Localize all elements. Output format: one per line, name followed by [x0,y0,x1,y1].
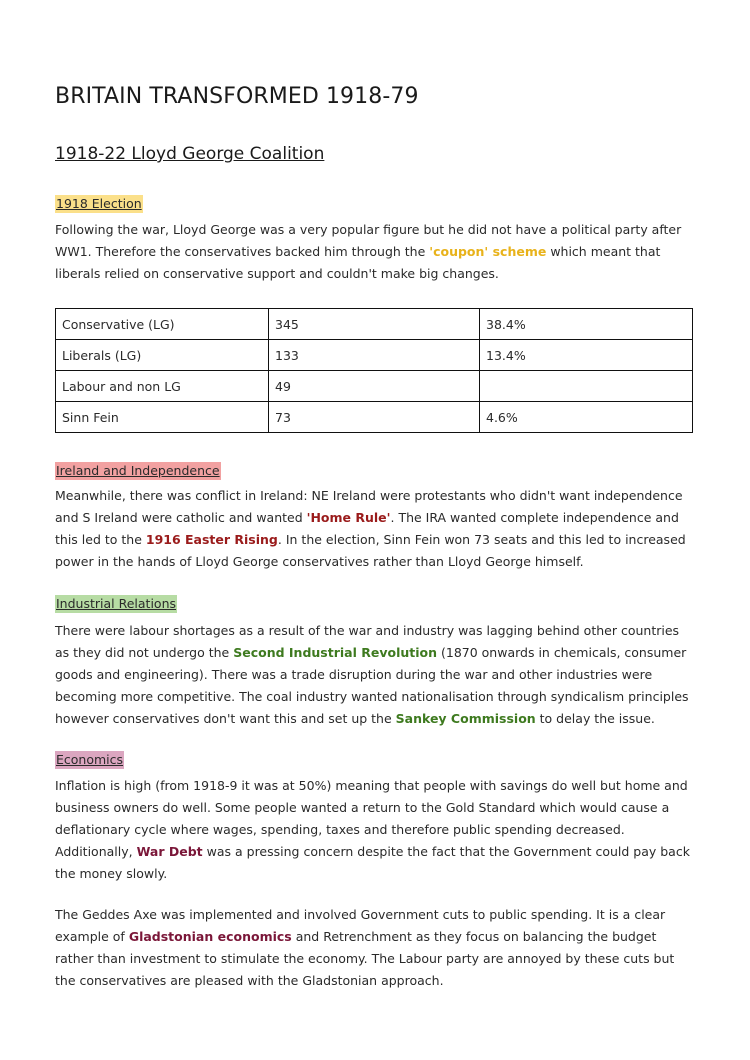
seats-cell: 133 [269,340,480,371]
table-row [56,309,693,340]
paragraph-text: (1870 onwards in chemicals, consumer goods and engineering). There was a trade disruption during the war and other industries were becoming more competitive. The coal industry wanted nationalisation through syndicalism principles however conservatives don't want this and set up the [55,645,689,726]
section-heading-ireland: Ireland and Independence [56,463,220,478]
party-cell: Liberals (LG) [56,340,269,371]
keyword-war-debt: War Debt [136,844,203,859]
party-cell: Sinn Fein [56,402,269,433]
seats-cell: 49 [269,371,480,402]
paragraph-election [55,219,695,285]
table-row [56,340,693,371]
paragraph-text: to delay the issue. [535,711,655,726]
election-results-table [55,308,693,433]
paragraph-text: Meanwhile, there was conflict in Ireland: NE Ireland were protestants who didn't want independence and S Ireland were catholic and wanted [55,488,683,525]
paragraph-economics-geddes [55,904,695,992]
section-heading-industrial: Industrial Relations [56,596,177,611]
section-heading-election: 1918 Election [56,196,142,211]
keyword-sankey-commission: Sankey Commission [395,711,536,726]
share-cell: 13.4% [480,340,693,371]
paragraph-ireland [55,485,695,573]
seats-cell: 345 [269,309,480,340]
table-row [56,371,693,402]
page-subtitle: 1918-22 Lloyd George Coalition [55,144,325,164]
keyword-gladstonian-economics: Gladstonian economics [128,929,292,944]
seats-cell: 73 [269,402,480,433]
paragraph-text: was a pressing concern despite the fact that the Government could pay back the money slowly. [55,844,690,881]
keyword-coupon-scheme: 'coupon' scheme [429,244,547,259]
paragraph-text: . The IRA wanted complete independence and this led to the [55,510,679,547]
section-heading-economics: Economics [56,752,124,767]
share-cell [480,371,693,402]
paragraph-text: . In the election, Sinn Fein won 73 seats and this led to increased power in the hands of Lloyd George conservatives rather than Lloyd George himself. [55,532,686,569]
keyword-easter-rising: 1916 Easter Rising [145,532,278,547]
table-row [56,402,693,433]
party-cell: Conservative (LG) [56,309,269,340]
paragraph-text: Following the war, Lloyd George was a very popular figure but he did not have a political party after WW1. Therefore the conservatives backed him through the [55,222,682,259]
paragraph-text: The Geddes Axe was implemented and involved Government cuts to public spending. It is a clear example of [55,907,666,944]
share-cell: 4.6% [480,402,693,433]
paragraph-industrial [55,620,695,730]
party-cell: Labour and non LG [56,371,269,402]
paragraph-text: There were labour shortages as a result of the war and industry was lagging behind other countries as they did not undergo the [55,623,680,660]
keyword-second-industrial-revolution: Second Industrial Revolution [233,645,438,660]
keyword-home-rule: 'Home Rule' [306,510,391,525]
page-title: BRITAIN TRANSFORMED 1918-79 [55,84,419,109]
paragraph-text: Inflation is high (from 1918-9 it was at 50%) meaning that people with savings do well but home and business owners do well. Some people wanted a return to the Gold Standard which would cause a deflationary cycle where wages, spending, taxes and therefore public spending decreased. Additionally, [55,778,688,859]
paragraph-text: and Retrenchment as they focus on balancing the budget rather than investment to stimulate the economy. The Labour party are annoyed by these cuts but the conservatives are pleased with the Gladstonian approach. [55,929,675,988]
paragraph-text: which meant that liberals relied on conservative support and couldn't make big changes. [55,244,661,281]
share-cell: 38.4% [480,309,693,340]
paragraph-economics-inflation [55,775,695,885]
